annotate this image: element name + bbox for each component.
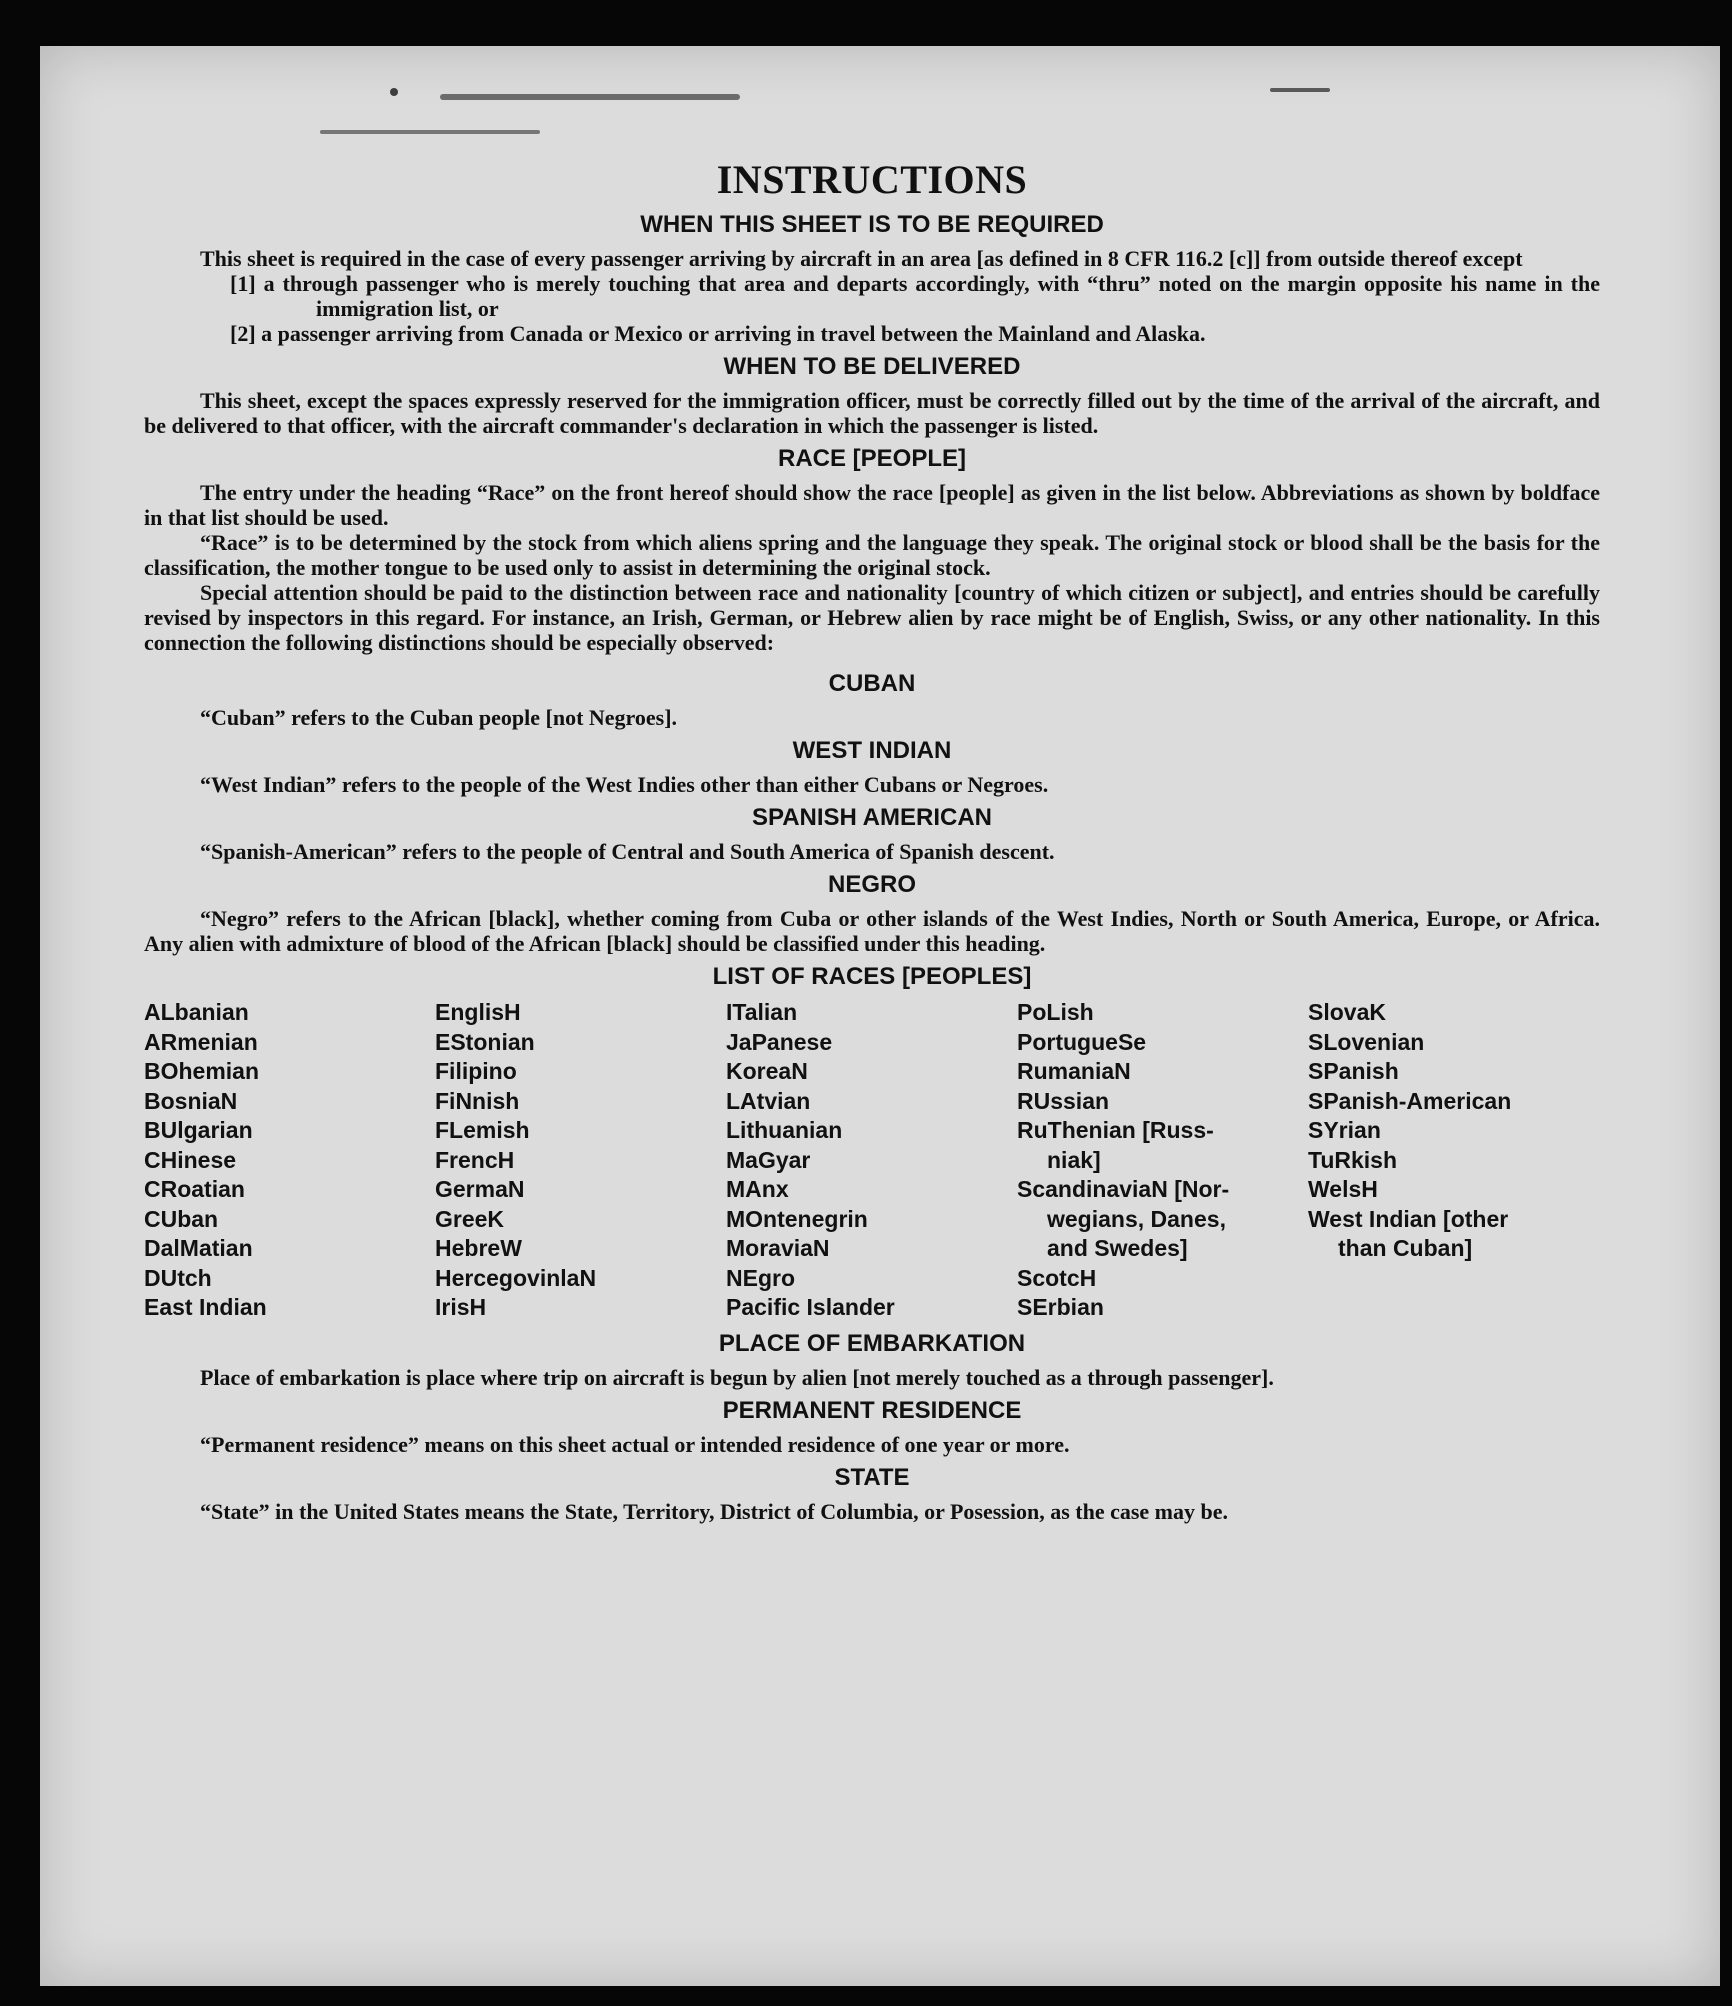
race-entry: PoLish	[1017, 999, 1094, 1025]
race-entry: SPanish	[1308, 1058, 1399, 1084]
race-entry: DalMatian	[144, 1235, 253, 1261]
race-entry: TuRkish	[1308, 1146, 1398, 1173]
scan-artifact	[320, 130, 540, 134]
race-entry: BosniaN	[144, 1087, 238, 1114]
race-entry: MOntenegrin	[726, 1205, 868, 1232]
race-entry: SLovenian	[1308, 1028, 1425, 1055]
races-column	[1017, 998, 1308, 1323]
race-entry: ARmenian	[144, 1028, 258, 1055]
heading-list-of-races: LIST OF RACES [PEOPLES]	[712, 963, 1032, 990]
race-entry: ITalian	[726, 999, 798, 1025]
heading-state: STATE	[834, 1463, 910, 1491]
race-entry: CHinese	[144, 1146, 237, 1173]
race-entry: MaGyar	[726, 1146, 811, 1173]
heading-race: RACE [PEOPLE]	[777, 445, 966, 472]
race-entry: and Swedes]	[1047, 1235, 1188, 1261]
races-column	[726, 998, 1017, 1323]
paragraph-negro: “Negro” refers to the African [black], whether coming from Cuba or other islands of the West Indies, North or South America, Europe, or Africa. Any alien with admixture of blood of the African [black] should be classified under this heading.	[144, 906, 1600, 956]
paragraph-race: The entry under the heading “Race” on the front hereof should show the race [people] as given in the list below. Abbreviations as shown by boldface in that list should be used.	[144, 480, 1600, 530]
race-entry: RUssian	[1017, 1087, 1110, 1114]
race-entry: West Indian [other	[1308, 1205, 1509, 1232]
heading-embarkation: PLACE OF EMBARKATION	[718, 1329, 1026, 1357]
paragraph-when-delivered: This sheet, except the spaces expressly reserved for the immigration officer, must be correctly filled out by the time of the arrival of the aircraft, and be delivered to that officer, with the aircraft commander's declaration in which the passenger is listed.	[144, 388, 1600, 438]
paragraph-west-indian: “West Indian” refers to the people of the West Indies other than either Cubans or Negroes.	[200, 772, 1049, 797]
race-entry: SPanish-American	[1308, 1087, 1512, 1114]
race-entry: East Indian	[144, 1294, 267, 1320]
paragraph-race: Special attention should be paid to the distinction between race and nationality [country of which citizen or subject], and entries should be carefully revised by inspectors in this regard. For instance, an Irish, German, or Hebrew alien by race might be of English, Swiss, or any other nationality. In this connection the following distinctions should be especially observed:	[144, 580, 1600, 655]
race-entry: SYrian	[1308, 1117, 1381, 1143]
race-entry: than Cuban]	[1338, 1235, 1473, 1261]
race-entry: CRoatian	[144, 1176, 245, 1202]
heading-cuban: CUBAN	[828, 670, 916, 697]
race-entry: FrencH	[435, 1146, 515, 1173]
race-entry: KoreaN	[726, 1058, 808, 1084]
race-entry: FLemish	[435, 1117, 530, 1143]
race-entry: niak]	[1047, 1146, 1101, 1173]
race-entry: MoraviaN	[726, 1235, 830, 1261]
scan-artifact	[1270, 88, 1330, 92]
race-entry: BUlgarian	[144, 1117, 253, 1143]
page-title: INSTRUCTIONS	[716, 157, 1028, 202]
race-entry: SErbian	[1017, 1294, 1104, 1320]
paragraph-embarkation: Place of embarkation is place where trip on aircraft is begun by alien [not merely touched as a through passenger].	[200, 1364, 1274, 1390]
race-entry: RumaniaN	[1017, 1058, 1131, 1084]
race-entry: ALbanian	[144, 999, 249, 1025]
paragraph-residence: “Permanent residence” means on this sheet actual or intended residence of one year or more.	[200, 1431, 1070, 1457]
race-entry: IrisH	[435, 1294, 487, 1320]
race-entry: NEgro	[726, 1264, 795, 1291]
paragraph-cuban: “Cuban” refers to the Cuban people [not Negroes].	[200, 705, 678, 730]
race-entry: wegians, Danes,	[1047, 1205, 1226, 1232]
race-entry: DUtch	[144, 1264, 212, 1291]
scan-artifact	[440, 94, 740, 100]
instructions-content	[144, 156, 1600, 1524]
races-column	[1308, 998, 1599, 1323]
race-entry: HercegovinlaN	[435, 1264, 597, 1291]
races-column	[435, 998, 726, 1323]
race-entry: EStonian	[435, 1028, 535, 1055]
paragraph-when-required: This sheet is required in the case of every passenger arriving by aircraft in an area [as defined in 8 CFR 116.2 [c]] from outside thereof except	[200, 246, 1523, 271]
race-entry: HebreW	[435, 1235, 522, 1261]
heading-west-indian: WEST INDIAN	[792, 737, 952, 764]
paragraph-state: “State” in the United States means the State, Territory, District of Columbia, or Posession, as the case may be.	[200, 1498, 1229, 1524]
heading-residence: PERMANENT RESIDENCE	[722, 1396, 1022, 1424]
heading-spanish-american: SPANISH AMERICAN	[751, 804, 992, 831]
heading-negro: NEGRO	[827, 871, 916, 898]
race-entry: WelsH	[1308, 1176, 1378, 1202]
race-entry: GermaN	[435, 1176, 525, 1202]
heading-when-required: WHEN THIS SHEET IS TO BE REQUIRED	[640, 211, 1104, 238]
race-entry: Lithuanian	[726, 1117, 843, 1143]
race-entry: ScotcH	[1017, 1264, 1097, 1291]
list-item: [1] a through passenger who is merely touching that area and departs accordingly, with “thru” noted on the margin opposite his name in the immigration list, or	[230, 271, 1600, 321]
race-entry: PortugueSe	[1017, 1028, 1147, 1055]
race-entry: Filipino	[435, 1058, 517, 1084]
list-item: [2] a passenger arriving from Canada or Mexico or arriving in travel between the Mainland and Alaska.	[230, 321, 1206, 346]
race-entry: CUban	[144, 1205, 219, 1232]
races-list	[144, 998, 1600, 1323]
heading-when-delivered: WHEN TO BE DELIVERED	[723, 353, 1021, 380]
paragraph-spanish-american: “Spanish-American” refers to the people of Central and South America of Spanish descent.	[200, 839, 1055, 864]
scan-artifact	[390, 88, 398, 96]
race-entry: SlovaK	[1308, 999, 1386, 1025]
document-page	[40, 46, 1720, 1986]
race-entry: RuThenian [Russ-	[1017, 1117, 1214, 1143]
race-entry: EnglisH	[435, 999, 521, 1025]
race-entry: MAnx	[726, 1176, 789, 1202]
race-entry: BOhemian	[144, 1058, 260, 1084]
race-entry: Pacific Islander	[726, 1294, 895, 1320]
paragraph-race: “Race” is to be determined by the stock from which aliens spring and the language they speak. The original stock or blood shall be the basis for the classification, the mother tongue to be used only to assist in determining the original stock.	[144, 530, 1600, 580]
race-entry: ScandinaviaN [Nor-	[1017, 1176, 1230, 1202]
race-entry: JaPanese	[726, 1028, 833, 1055]
race-entry: FiNnish	[435, 1087, 520, 1114]
races-column	[144, 998, 435, 1323]
race-entry: GreeK	[435, 1205, 505, 1232]
race-entry: LAtvian	[726, 1087, 811, 1114]
